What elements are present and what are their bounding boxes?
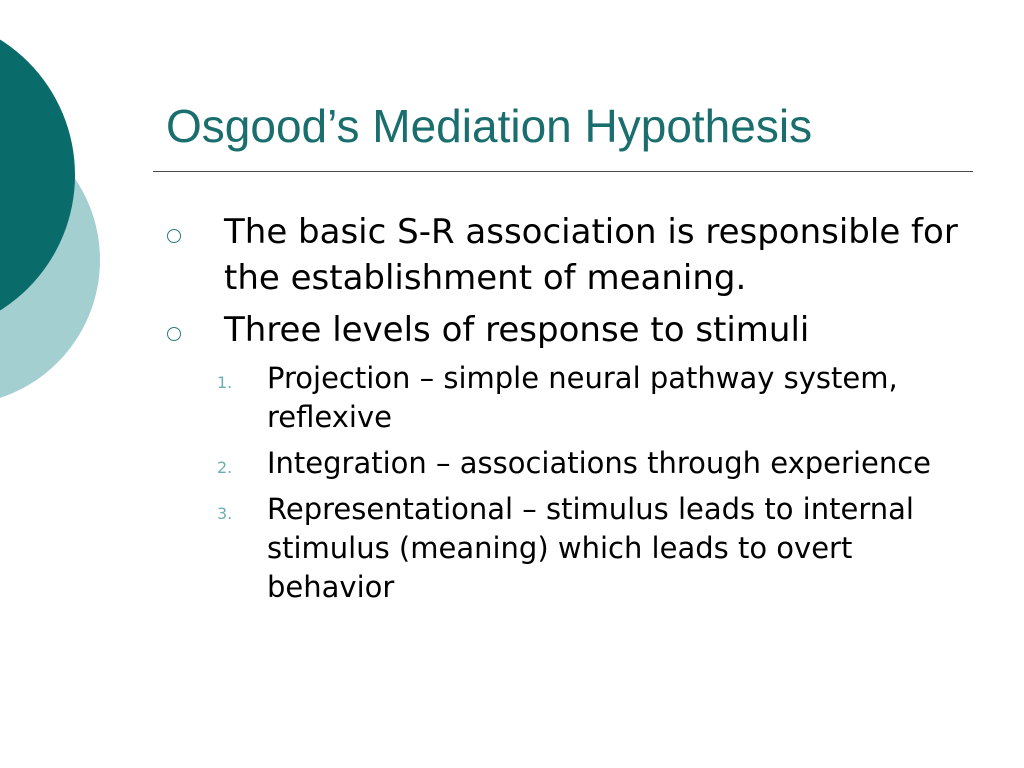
numbered-item [208, 490, 960, 607]
bullet-item [160, 307, 960, 353]
numbered-item-text: Integration – associations through experience [267, 446, 932, 480]
hollow-circle-bullet-icon [167, 229, 181, 243]
bullet-item [160, 209, 960, 301]
hollow-circle-bullet-icon [167, 327, 181, 341]
numbered-item-text: Representational – stimulus leads to internal stimulus (meaning) which leads to overt behavior [267, 492, 914, 604]
item-number: 1. [217, 373, 233, 392]
bullet-text: The basic S-R association is responsible for the establishment of meaning. [224, 212, 958, 298]
slide-title: Osgood’s Mediation Hypothesis [166, 100, 813, 152]
bullet-text: Three levels of response to stimuli [224, 310, 810, 350]
numbered-item [208, 444, 960, 483]
numbered-item-text: Projection – simple neural pathway system, reflexive [267, 361, 898, 434]
slide-body [160, 209, 960, 614]
item-number: 2. [217, 458, 233, 477]
numbered-sublist [208, 359, 960, 607]
title-divider [153, 171, 973, 172]
item-number: 3. [217, 504, 233, 523]
numbered-item [208, 359, 960, 437]
